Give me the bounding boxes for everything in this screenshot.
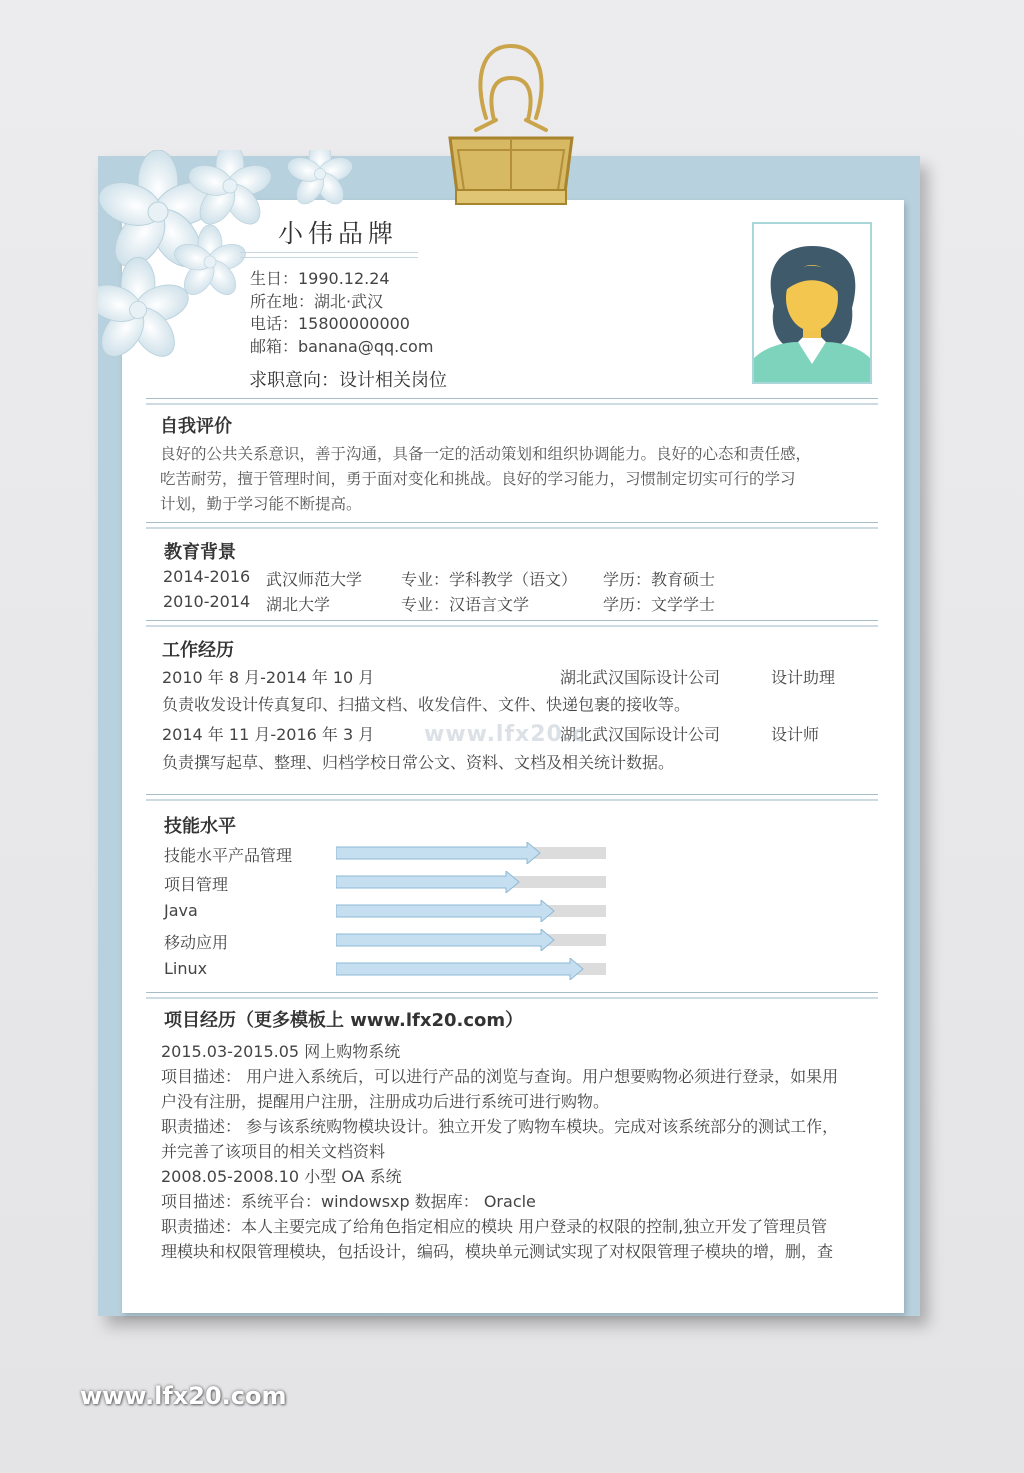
skill-level-arrow <box>336 871 520 893</box>
edu-school: 湖北大学 <box>266 595 331 614</box>
edu-years: 2014-2016 <box>163 567 251 586</box>
project-line: 户没有注册，提醒用户注册，注册成功后进行系统可进行购物。 <box>161 1092 610 1111</box>
skill-level-arrow <box>336 958 584 980</box>
section-title-skills: 技能水平 <box>164 816 236 837</box>
edu-degree: 学历：文学学士 <box>603 595 716 614</box>
divider <box>146 620 878 627</box>
skill-label: Linux <box>164 959 208 978</box>
edu-school: 武汉师范大学 <box>266 570 363 589</box>
self-eval-line: 良好的公共关系意识，善于沟通，具备一定的活动策划和组织协调能力。良好的心态和责任感， <box>160 445 812 463</box>
profile-photo <box>752 222 872 384</box>
divider <box>146 398 878 405</box>
job-description: 负责收发设计传真复印、扫描文档、收发信件、文件、快递包裹的接收等。 <box>162 695 691 714</box>
job-description: 负责撰写起草、整理、归档学校日常公文、资料、文档及相关统计数据。 <box>162 753 675 772</box>
email: 邮箱：banana@qq.com <box>250 337 434 356</box>
project-line: 项目描述：系统平台：windowsxp 数据库： Oracle <box>161 1192 536 1211</box>
project-line: 理模块和权限管理模块，包括设计，编码，模块单元测试实现了对权限管理子模块的增，删，查 <box>161 1242 834 1261</box>
section-title-self-eval: 自我评价 <box>160 416 232 437</box>
job-period: 2014 年 11 月-2016 年 3 月 <box>162 725 375 744</box>
self-eval-line: 吃苦耐劳，擅于管理时间，勇于面对变化和挑战。良好的学习能力，习惯制定切实可行的学习 <box>160 470 796 488</box>
project-line: 项目描述： 用户进入系统后，可以进行产品的浏览与查询。用户想要购物必须进行登录，如果用 <box>161 1067 839 1086</box>
skill-level-arrow <box>336 929 555 951</box>
project-line: 并完善了该项目的相关文档资料 <box>161 1142 386 1161</box>
watermark-text: www.lfx20.com <box>80 1382 287 1410</box>
section-title-work: 工作经历 <box>162 640 234 661</box>
birth-date: 生日：1990.12.24 <box>250 269 390 288</box>
project-line: 职责描述：本人主要完成了给角色指定相应的模块 用户登录的权限的控制,独立开发了管理员管 <box>161 1217 828 1236</box>
divider <box>146 794 878 801</box>
avatar-icon <box>754 224 870 382</box>
phone: 电话：15800000000 <box>250 314 410 333</box>
project-line: 2015.03-2015.05 网上购物系统 <box>161 1042 401 1061</box>
project-line: 职责描述： 参与该系统购物模块设计。独立开发了购物车模块。完成对该系统部分的测试工作， <box>161 1117 839 1136</box>
skill-label: 技能水平产品管理 <box>164 846 293 865</box>
edu-major: 专业：汉语言文学 <box>401 595 530 614</box>
job-company: 湖北武汉国际设计公司 <box>560 668 721 687</box>
candidate-name: 小伟品牌 <box>278 219 399 248</box>
skill-label: 移动应用 <box>164 933 229 952</box>
edu-degree: 学历：教育硕士 <box>603 570 716 589</box>
divider <box>146 522 878 529</box>
section-title-projects: 项目经历（更多模板上 www.lfx20.com） <box>164 1010 524 1031</box>
skill-level-arrow <box>336 842 541 864</box>
edu-years: 2010-2014 <box>163 592 251 611</box>
job-role: 设计助理 <box>771 668 836 687</box>
job-company: 湖北武汉国际设计公司 <box>560 725 721 744</box>
watermark-text: www.lfx20.c <box>424 722 587 747</box>
project-line: 2008.05-2008.10 小型 OA 系统 <box>161 1167 402 1186</box>
job-role: 设计师 <box>771 725 820 744</box>
skill-level-arrow <box>336 900 555 922</box>
name-underline <box>240 252 418 258</box>
job-period: 2010 年 8 月-2014 年 10 月 <box>162 668 375 687</box>
skill-label: Java <box>164 901 198 920</box>
edu-major: 专业：学科教学（语文） <box>401 570 578 589</box>
self-eval-line: 计划，勤于学习能不断提高。 <box>160 495 362 513</box>
section-title-education: 教育背景 <box>164 542 236 563</box>
divider <box>146 992 878 999</box>
skill-label: 项目管理 <box>164 875 229 894</box>
location: 所在地：湖北·武汉 <box>250 292 384 311</box>
binder-clip-icon <box>436 40 586 212</box>
job-objective: 求职意向：设计相关岗位 <box>249 370 447 391</box>
